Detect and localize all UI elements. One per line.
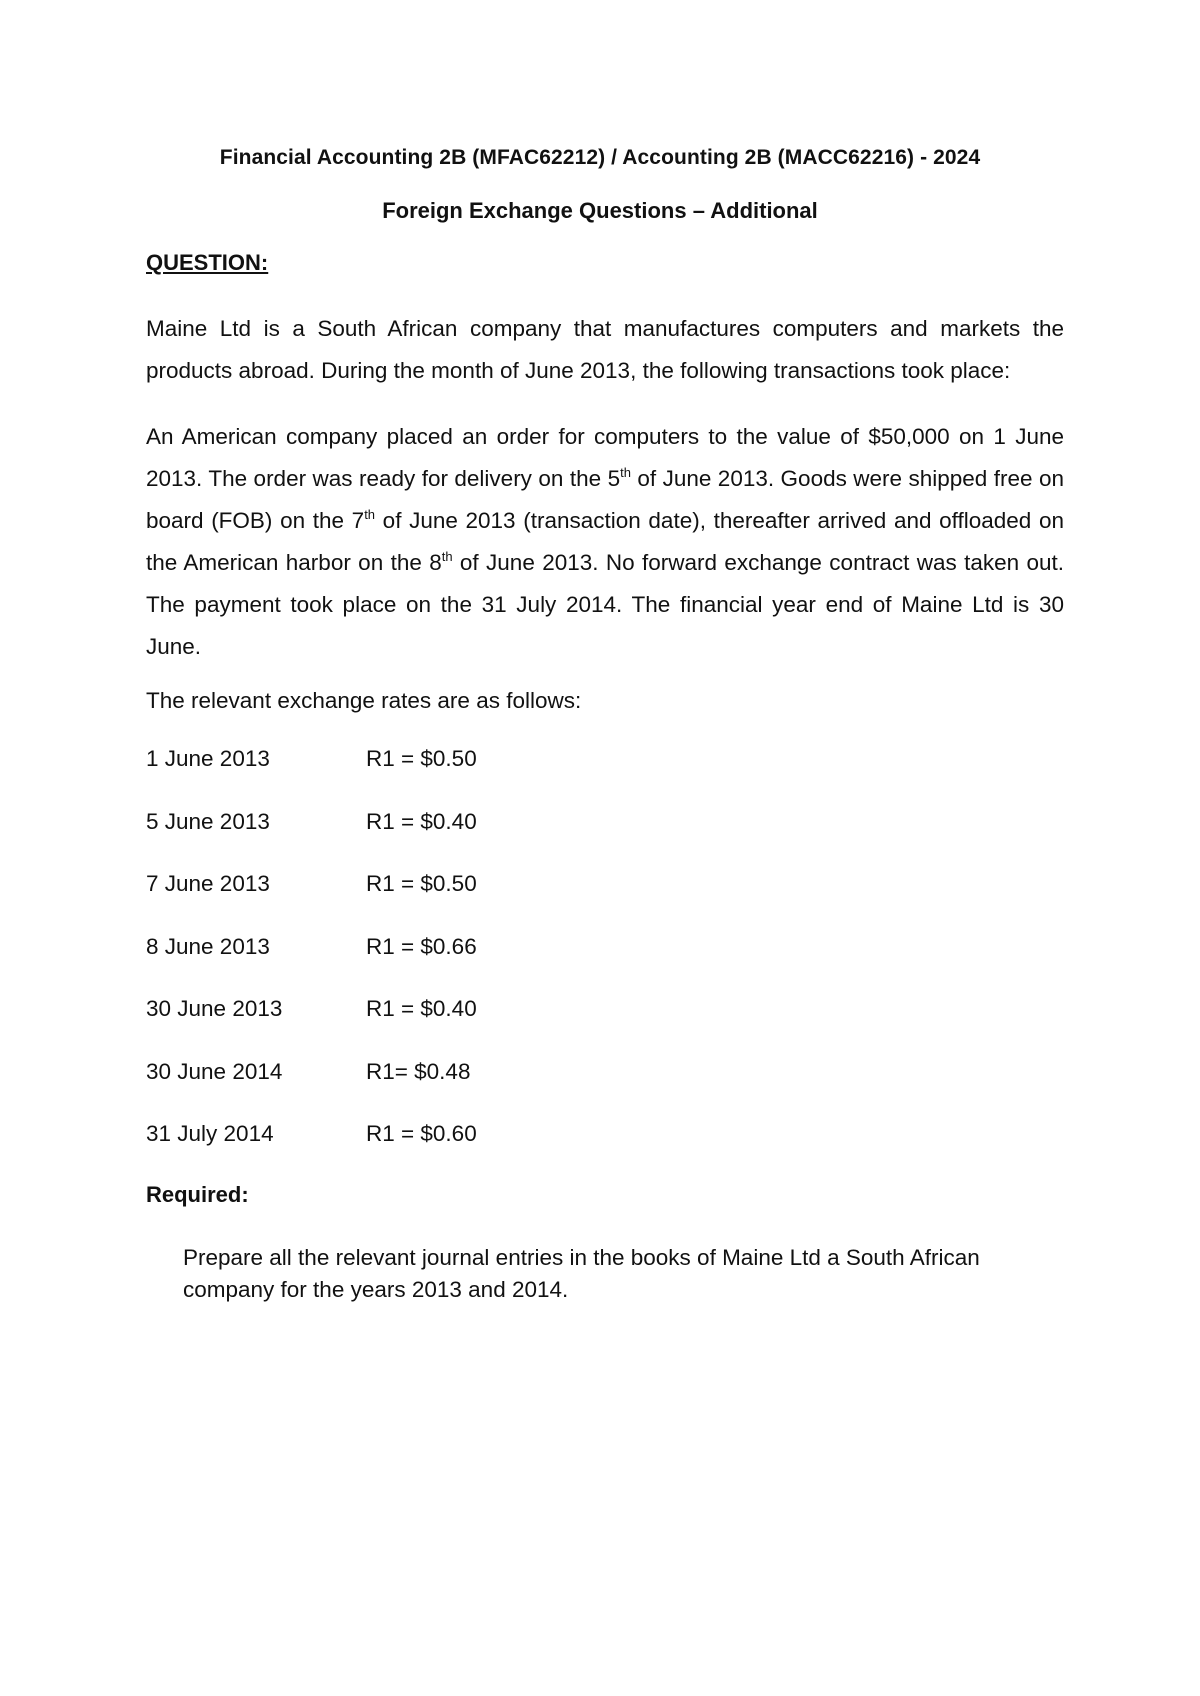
ordinal-suffix: th [620, 465, 631, 480]
ordinal-suffix: th [441, 549, 453, 564]
rate-date: 30 June 2014 [146, 1058, 283, 1084]
rate-date: 7 June 2013 [146, 871, 270, 896]
ordinal-suffix: th [364, 507, 376, 522]
question-body-paragraph [146, 416, 1064, 668]
rate-value: R1= $0.48 [366, 1058, 471, 1084]
rate-date: 8 June 2013 [146, 933, 270, 959]
rate-date: 31 July 2014 [146, 1121, 274, 1146]
rate-row [146, 807, 746, 870]
rate-value: R1 = $0.66 [366, 933, 477, 959]
document-title: Foreign Exchange Questions – Additional [382, 198, 818, 223]
rate-row [146, 1119, 746, 1182]
rate-row [146, 932, 746, 995]
rate-row [146, 869, 746, 932]
rate-row [146, 744, 746, 807]
rate-value: R1 = $0.50 [366, 871, 477, 896]
course-title: Financial Accounting 2B (MFAC62212) / Accounting 2B (MACC62216) - 2024 [219, 146, 981, 169]
rate-value: R1 = $0.50 [366, 746, 477, 771]
body-text-part-4: of June 2013. No forward exchange contract was taken out. The payment took place on the 31 July 2014. The financial year end of Maine Ltd is 30 June. [146, 550, 1064, 659]
rates-intro: The relevant exchange rates are as follows: [146, 688, 582, 713]
rate-date: 30 June 2013 [146, 996, 283, 1021]
question-heading: QUESTION: [146, 250, 269, 275]
rate-value: R1 = $0.60 [366, 1121, 477, 1146]
body-text-part-3: of June 2013 (transaction date), thereafter arrived and offloaded on the American harbor on the 8 [146, 508, 1064, 575]
body-text-part-1: An American company placed an order for computers to the value of $50,000 on 1 June 2013. The order was ready for delivery on the 5 [146, 424, 1064, 491]
rate-row [146, 994, 746, 1057]
rate-value: R1 = $0.40 [366, 996, 477, 1021]
body-text-part-2: of June 2013. Goods were shipped free on board (FOB) on the 7 [146, 466, 1064, 533]
rate-date: 5 June 2013 [146, 808, 270, 834]
rate-date: 1 June 2013 [146, 746, 270, 771]
exchange-rates-list [146, 744, 746, 1182]
question-intro-paragraph: Maine Ltd is a South African company that manufactures computers and markets the products abroad. During the month of June 2013, the following transactions took place: [146, 316, 1064, 383]
rate-value: R1 = $0.40 [366, 808, 477, 834]
required-text: Prepare all the relevant journal entries in the books of Maine Ltd a South African company for the years 2013 and 2014. [183, 1245, 980, 1302]
rate-row [146, 1057, 746, 1120]
required-heading: Required: [146, 1182, 249, 1207]
